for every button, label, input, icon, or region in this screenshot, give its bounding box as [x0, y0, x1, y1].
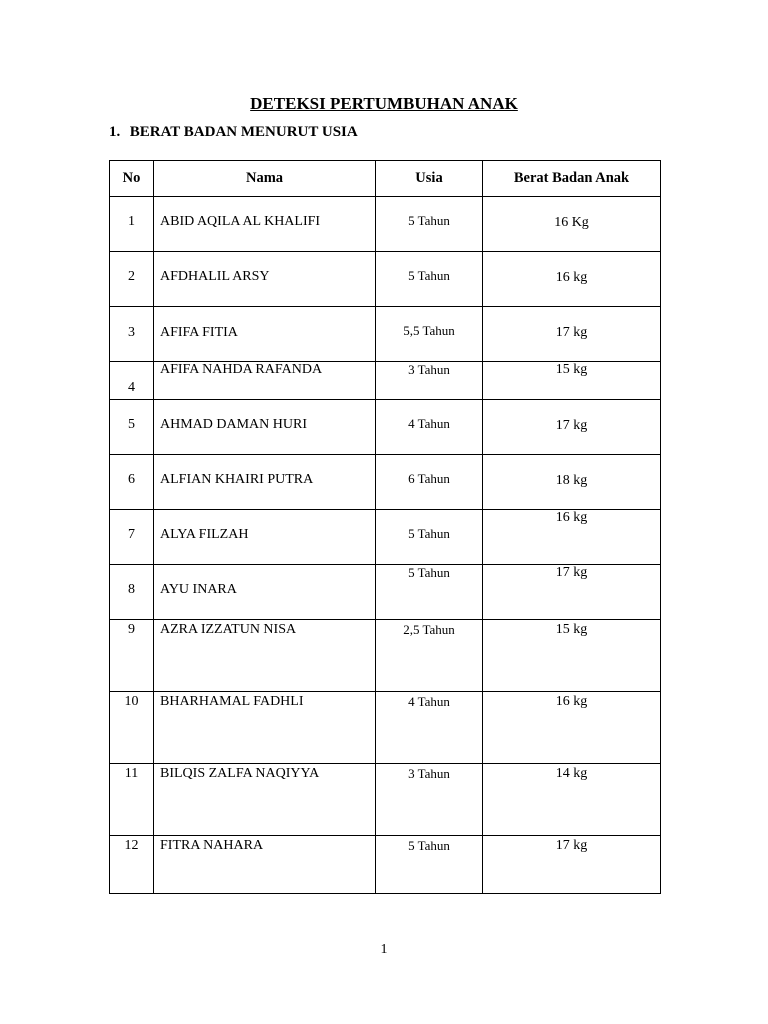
row-name-cell: [154, 692, 376, 764]
row-age: 3 Tahun: [408, 766, 450, 781]
row-name-cell: [154, 510, 376, 565]
row-no-cell: [110, 692, 154, 764]
row-age: 5 Tahun: [408, 526, 450, 541]
row-name: AFIFA FITIA: [160, 325, 238, 340]
row-name-cell: [154, 455, 376, 510]
row-name: BILQIS ZALFA NAQIYYA: [160, 766, 320, 781]
row-weight: 16 Kg: [554, 215, 589, 230]
row-weight: 15 kg: [555, 362, 588, 377]
row-weight: 14 kg: [555, 766, 588, 781]
row-weight: 17 kg: [555, 325, 588, 340]
row-age: 5 Tahun: [408, 268, 450, 283]
row-no-cell: [110, 764, 154, 836]
row-name-cell: [154, 565, 376, 620]
row-age: 6 Tahun: [408, 471, 450, 486]
row-no: 8: [128, 582, 135, 597]
row-no: 11: [124, 766, 139, 781]
section-number: 1.: [109, 124, 121, 140]
row-no-cell: [110, 510, 154, 565]
row-age: 4 Tahun: [408, 416, 450, 431]
row-weight-cell: [483, 510, 661, 565]
row-name-cell: [154, 362, 376, 400]
row-name: AFIFA NAHDA RAFANDA: [160, 362, 323, 377]
row-age: 5 Tahun: [408, 565, 450, 580]
section-title: BERAT BADAN MENURUT USIA: [129, 124, 358, 140]
row-age: 5 Tahun: [408, 213, 450, 228]
row-no: 4: [128, 380, 135, 395]
row-age-cell: [376, 362, 483, 400]
header-no: No: [110, 161, 154, 197]
row-weight-cell: [483, 252, 661, 307]
row-name-cell: [154, 197, 376, 252]
row-no-cell: [110, 197, 154, 252]
row-weight-cell: [483, 362, 661, 400]
row-age-cell: [376, 620, 483, 692]
row-weight: 15 kg: [555, 622, 588, 637]
row-name: FITRA NAHARA: [160, 838, 264, 853]
row-weight: 17 kg: [555, 418, 588, 433]
row-name: AYU INARA: [160, 582, 237, 597]
header-nama: Nama: [154, 161, 376, 197]
row-weight-cell: [483, 836, 661, 894]
row-age-cell: [376, 510, 483, 565]
row-weight-cell: [483, 197, 661, 252]
table-row: [110, 620, 661, 692]
row-age-cell: [376, 455, 483, 510]
row-weight-cell: [483, 565, 661, 620]
row-no-cell: [110, 307, 154, 362]
row-weight: 17 kg: [555, 565, 588, 580]
row-name: AHMAD DAMAN HURI: [160, 417, 307, 432]
row-name-cell: [154, 620, 376, 692]
row-no: 6: [128, 472, 135, 487]
row-no-cell: [110, 836, 154, 894]
table-row: [110, 455, 661, 510]
row-age-cell: [376, 252, 483, 307]
row-age-cell: [376, 400, 483, 455]
row-weight: 16 kg: [555, 694, 588, 709]
row-age: 5 Tahun: [408, 838, 450, 853]
row-name-cell: [154, 400, 376, 455]
row-name: ALYA FILZAH: [160, 527, 249, 542]
row-age-cell: [376, 836, 483, 894]
document-title: DETEKSI PERTUMBUHAN ANAK: [250, 94, 518, 113]
table-row: [110, 836, 661, 894]
table-body: [110, 197, 661, 894]
row-weight-cell: [483, 455, 661, 510]
header-berat: Berat Badan Anak: [483, 161, 661, 197]
row-name-cell: [154, 836, 376, 894]
row-weight-cell: [483, 400, 661, 455]
growth-table: [109, 160, 661, 894]
row-no-cell: [110, 252, 154, 307]
row-no: 3: [128, 325, 135, 340]
row-no: 7: [128, 527, 135, 542]
row-name-cell: [154, 764, 376, 836]
row-name: ALFIAN KHAIRI PUTRA: [160, 472, 314, 487]
row-weight: 18 kg: [555, 473, 588, 488]
page-number: 1: [380, 942, 388, 957]
row-age-cell: [376, 565, 483, 620]
row-age-cell: [376, 764, 483, 836]
row-age-cell: [376, 197, 483, 252]
row-weight: 16 kg: [555, 510, 588, 525]
header-usia: Usia: [376, 161, 483, 197]
table-row: [110, 565, 661, 620]
row-age: 2,5 Tahun: [403, 622, 455, 637]
row-age-cell: [376, 692, 483, 764]
row-no: 2: [128, 269, 135, 284]
row-weight-cell: [483, 620, 661, 692]
table-row: [110, 362, 661, 400]
row-no: 5: [128, 417, 135, 432]
row-name-cell: [154, 252, 376, 307]
table-row: [110, 692, 661, 764]
row-age: 4 Tahun: [408, 694, 450, 709]
row-weight-cell: [483, 307, 661, 362]
row-no-cell: [110, 620, 154, 692]
table-row: [110, 400, 661, 455]
row-no-cell: [110, 362, 154, 400]
row-no-cell: [110, 565, 154, 620]
row-no: 10: [124, 694, 139, 709]
table-header-row: [110, 161, 661, 197]
row-weight-cell: [483, 692, 661, 764]
section-heading: [109, 124, 358, 141]
row-name: AZRA IZZATUN NISA: [160, 622, 297, 637]
row-name: BHARHAMAL FADHLI: [160, 694, 304, 709]
row-age-cell: [376, 307, 483, 362]
row-no: 1: [128, 214, 135, 229]
row-weight: 17 kg: [555, 838, 588, 853]
table-row: [110, 307, 661, 362]
table-row: [110, 252, 661, 307]
row-weight-cell: [483, 764, 661, 836]
row-no-cell: [110, 400, 154, 455]
table-row: [110, 764, 661, 836]
row-no-cell: [110, 455, 154, 510]
row-age: 5,5 Tahun: [403, 323, 455, 338]
row-name-cell: [154, 307, 376, 362]
table-row: [110, 510, 661, 565]
row-weight: 16 kg: [555, 270, 588, 285]
row-no: 9: [128, 622, 135, 637]
row-no: 12: [124, 838, 139, 853]
row-name: ABID AQILA AL KHALIFI: [160, 214, 321, 229]
row-name: AFDHALIL ARSY: [160, 269, 270, 284]
table-row: [110, 197, 661, 252]
row-age: 3 Tahun: [408, 362, 450, 377]
